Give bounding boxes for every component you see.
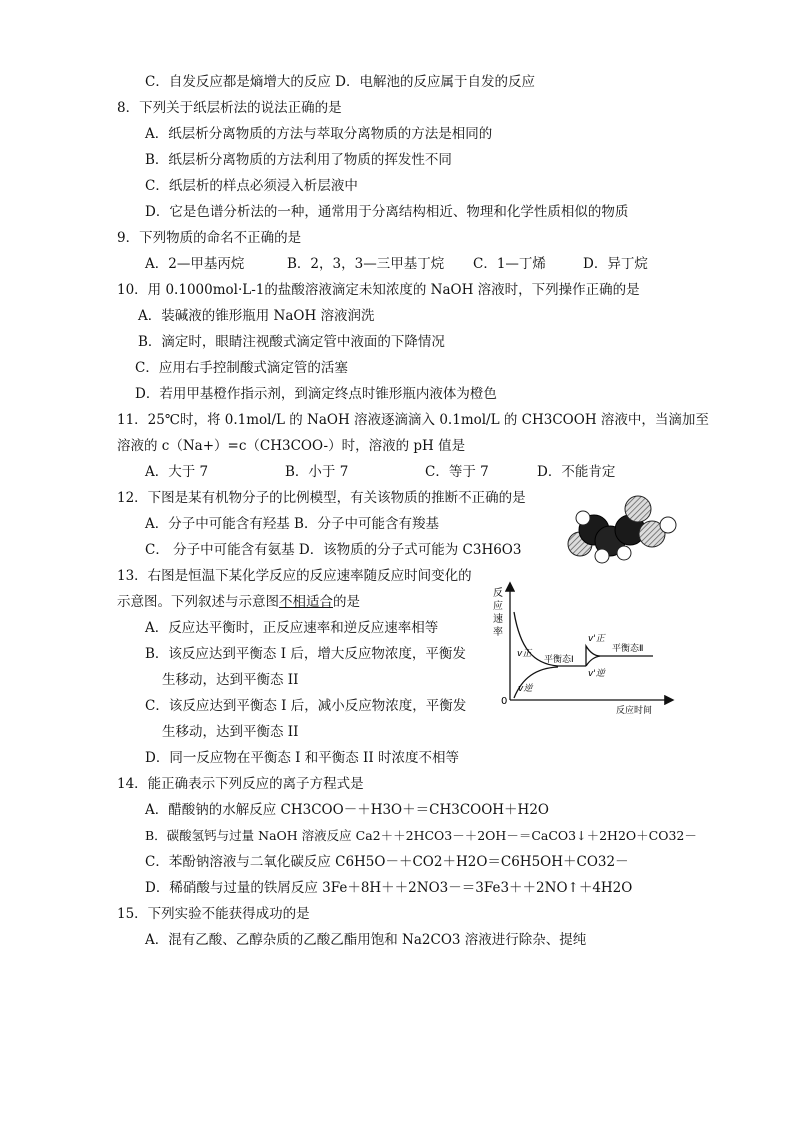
q8-option-c: C．纸层析的样点必须浸入析层液中 (145, 178, 358, 194)
q9-option-a: A．2—甲基丙烷 (145, 256, 245, 272)
q11-option-a: A．大于 7 (145, 464, 209, 480)
question-12: 12．下图是某有机物分子的比例模型，有关该物质的推断不正确的是 (117, 490, 526, 506)
y-axis-label-4: 率 (493, 627, 503, 638)
q13-underlined-text: 不相适合 (279, 594, 333, 610)
molecule-model-image (564, 494, 684, 572)
q14-option-d: D．稀硝酸与过量的铁屑反应 3Fe＋8H＋＋2NO3－＝3Fe3＋＋2NO↑＋4H2O (145, 880, 633, 896)
y-axis-label-3: 速 (493, 614, 503, 625)
q13-option-b-cont: 生移动，达到平衡态 II (162, 672, 299, 688)
q12-option-ab: A．分子中可能含有羟基 B．分子中可能含有羧基 (145, 516, 439, 532)
q13-option-d: D．同一反应物在平衡态 I 和平衡态 II 时浓度不相等 (145, 750, 459, 766)
atom-o2 (625, 496, 651, 522)
q9-option-c: C．1—丁烯 (473, 256, 546, 272)
option-line: C．自发反应都是熵增大的反应 D．电解池的反应属于自发的反应 (145, 74, 535, 90)
v-reverse2-label: v'逆 (588, 669, 605, 679)
origin-label: 0 (501, 696, 508, 707)
x-axis-label: 反应时间 (616, 706, 653, 716)
curve-reverse-2 (586, 656, 600, 666)
question-14: 14．能正确表示下列反应的离子方程式是 (117, 776, 364, 792)
eq2-label: 平衡态Ⅱ (612, 644, 644, 654)
q13-option-c-cont: 生移动，达到平衡态 II (162, 724, 299, 740)
question-9: 9．下列物质的命名不正确的是 (117, 230, 302, 246)
question-13-cont (117, 593, 360, 611)
atom-h1 (576, 511, 590, 525)
eq1-label: 平衡态Ⅰ (544, 655, 574, 665)
question-11-cont: 溶液的 c（Na+）=c（CH3COO-）时，溶液的 pH 值是 (117, 438, 466, 454)
q11-option-c: C．等于 7 (425, 464, 489, 480)
question-15: 15．下列实验不能获得成功的是 (117, 906, 310, 922)
q9-option-b: B．2，3，3—三甲基丁烷 (287, 256, 445, 272)
v-forward-label: v正 (517, 649, 532, 659)
q13-text-pre: 示意图。下列叙述与示意图 (117, 594, 279, 610)
q10-option-a: A．装碱液的锥形瓶用 NaOH 溶液润洗 (138, 308, 375, 324)
q10-option-d: D．若用甲基橙作指示剂，到滴定终点时锥形瓶内液体为橙色 (135, 386, 497, 402)
q12-option-cd: C． 分子中可能含有氨基 D．该物质的分子式可能为 C3H6O3 (145, 542, 522, 558)
q10-option-c: C．应用右手控制酸式滴定管的活塞 (135, 360, 348, 376)
q8-option-a: A．纸层析分离物质的方法与萃取分离物质的方法是相同的 (145, 126, 493, 142)
v-reverse-label: v逆 (518, 684, 533, 694)
y-axis-label-2: 应 (493, 601, 503, 612)
q9-option-d: D．异丁烷 (583, 256, 648, 272)
v-forward2-label: v'正 (588, 634, 605, 644)
atom-h3 (660, 517, 676, 533)
question-8: 8．下列关于纸层析法的说法正确的是 (117, 100, 342, 116)
q11-option-b: B．小于 7 (285, 464, 349, 480)
q13-option-c: C．该反应达到平衡态 I 后，减小反应物浓度，平衡发 (145, 698, 467, 714)
atom-h4 (617, 546, 631, 560)
atom-h2 (595, 549, 609, 563)
q14-option-c: C．苯酚钠溶液与二氧化碳反应 C6H5O－＋CO2＋H2O＝C6H5OH＋CO32－ (145, 854, 629, 870)
question-13: 13．右图是恒温下某化学反应的反应速率随反应时间变化的 (117, 568, 472, 584)
q14-option-a: A．醋酸钠的水解反应 CH3COO－＋H3O＋＝CH3COOH＋H2O (145, 802, 549, 818)
q10-option-b: B．滴定时，眼睛注视酸式滴定管中液面的下降情况 (138, 334, 445, 350)
q14-option-b: B．碳酸氢钙与过量 NaOH 溶液反应 Ca2＋＋2HCO3－＋2OH－＝CaCO3↓＋2H2O＋CO32－ (145, 828, 697, 843)
q13-option-b: B．该反应达到平衡态 I 后，增大反应物浓度，平衡发 (145, 646, 466, 662)
q11-option-d: D．不能肯定 (537, 464, 616, 480)
rate-time-graph (488, 578, 678, 718)
q8-option-d: D．它是色谱分析法的一种，通常用于分离结构相近、物理和化学性质相似的物质 (145, 204, 629, 220)
question-11: 11．25℃时，将 0.1mol/L 的 NaOH 溶液逐滴滴入 0.1mol/L 的 CH3COOH 溶液中，当滴加至 (117, 412, 709, 428)
y-axis-label-1: 反 (493, 588, 503, 599)
q13-text-post: 的是 (333, 594, 360, 610)
q15-option-a: A．混有乙酸、乙醇杂质的乙酸乙酯用饱和 Na2CO3 溶液进行除杂、提纯 (145, 932, 587, 948)
q8-option-b: B．纸层析分离物质的方法利用了物质的挥发性不同 (145, 152, 452, 168)
q13-option-a: A．反应达平衡时，正反应速率和逆反应速率相等 (145, 620, 439, 636)
question-10: 10．用 0.1000mol·L-1的盐酸溶液滴定未知浓度的 NaOH 溶液时，下列操作正确的是 (117, 282, 640, 298)
